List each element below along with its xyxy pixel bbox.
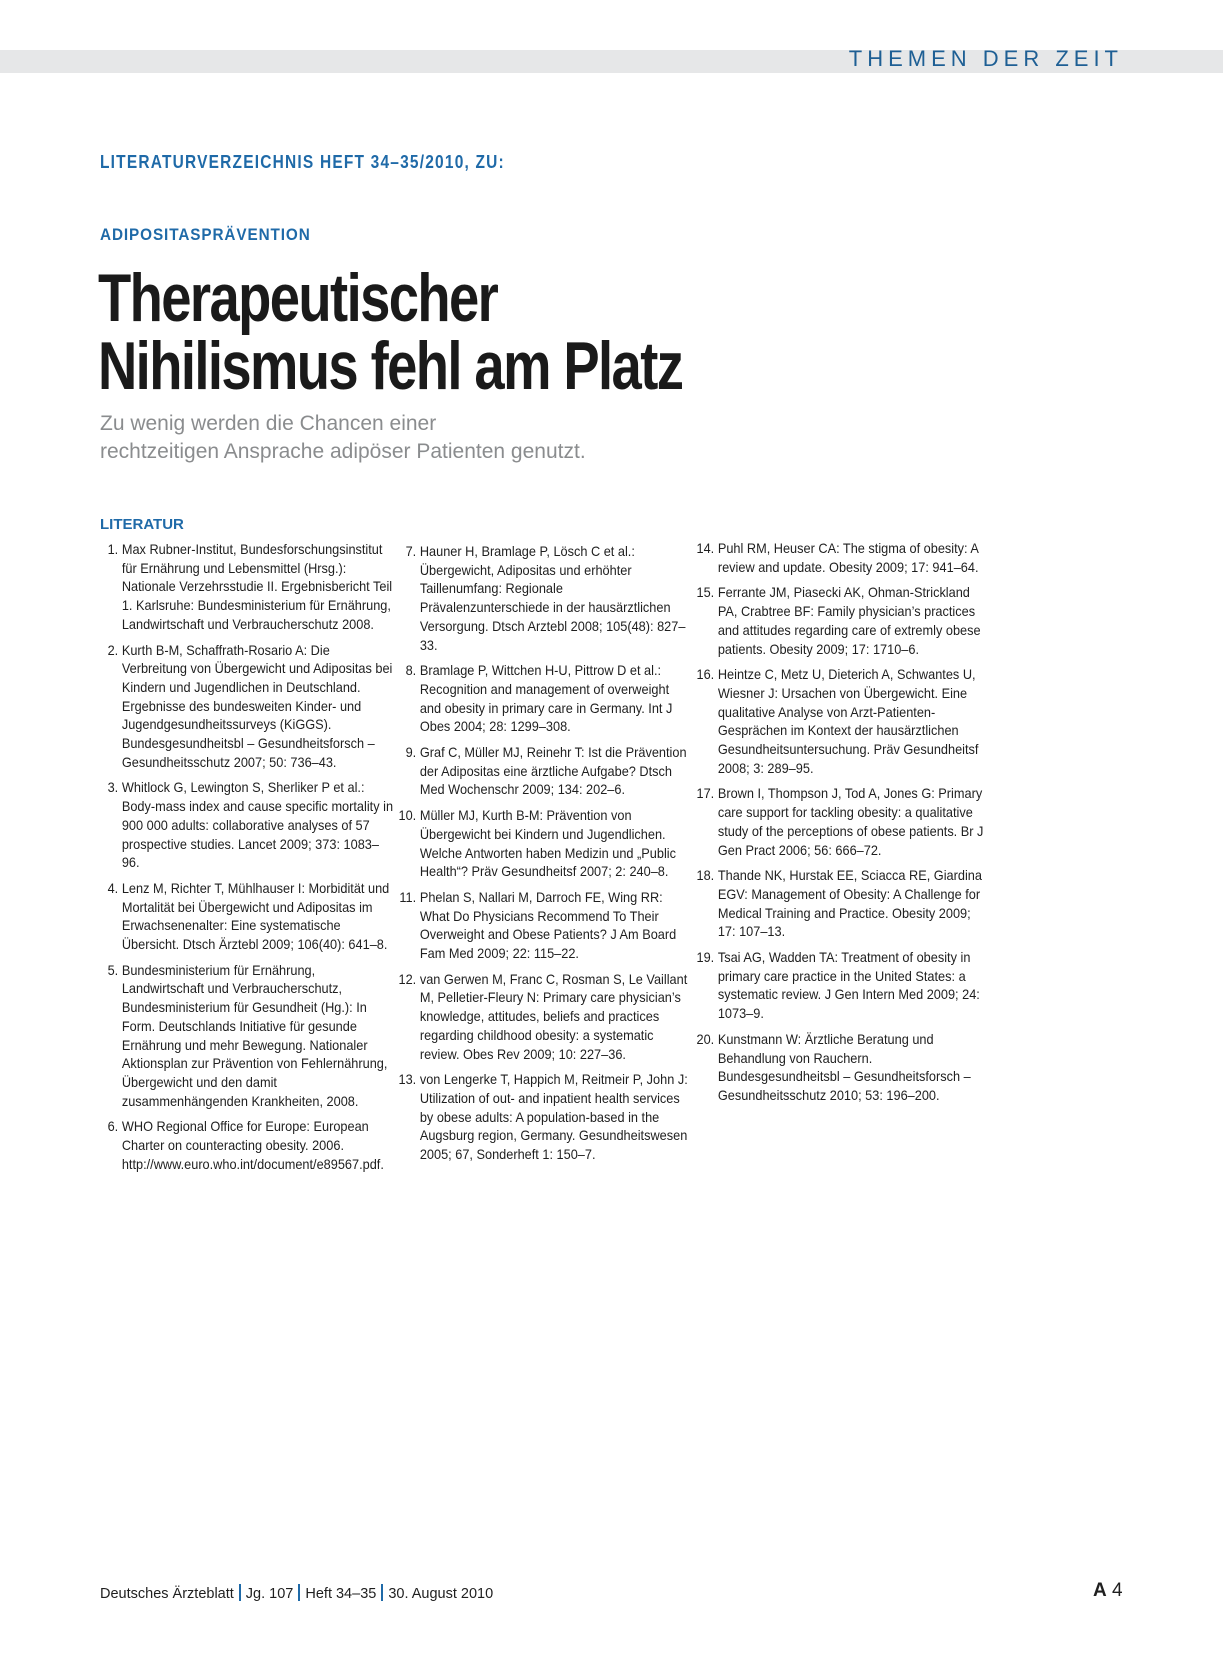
reference-number: 15. <box>696 584 715 601</box>
reference-item <box>696 866 991 941</box>
reference-number: 2. <box>107 641 119 658</box>
reference-text: Hauner H, Bramlage P, Lösch C et al.: Übergewicht, Adipositas und erhöhter Taillenumfang: Regionale Prävalenzunterschiede in der hausärztlichen Versorgung. Dtsch Arztebl 2008; 105(48): 827–33. <box>419 543 686 653</box>
reference-number: 19. <box>696 949 715 966</box>
reference-number: 14. <box>696 540 715 556</box>
reference-column-3 <box>696 539 986 1112</box>
reference-item <box>100 778 395 872</box>
reference-item <box>100 540 395 634</box>
literature-heading: LITERATUR <box>100 516 184 533</box>
page-prefix: A <box>1093 1580 1107 1601</box>
reference-number: 13. <box>398 1071 417 1088</box>
page-number <box>1093 1580 1123 1602</box>
reference-text: Müller MJ, Kurth B-M: Prävention von Übergewicht bei Kindern und Jugendlichen. Welche Antworten haben Medizin und „Public Health“? Präv Gesundheitsf 2007; 2: 240–8. <box>419 807 676 880</box>
reference-text: Bramlage P, Wittchen H-U, Pittrow D et al.: Recognition and management of overweight and obesity in primary care in Germany. Int J Obes 2004; 28: 1299–308. <box>419 662 673 735</box>
issue-kicker: LITERATURVERZEICHNIS HEFT 34–35/2010, ZU: <box>100 152 505 172</box>
reference-number: 20. <box>696 1030 715 1047</box>
reference-number: 18. <box>696 867 715 884</box>
reference-number: 16. <box>696 666 715 683</box>
section-label: THEMEN DER ZEIT <box>848 46 1123 71</box>
page-number-value: 4 <box>1112 1580 1123 1601</box>
reference-item <box>398 661 693 736</box>
reference-column-2 <box>398 542 688 1171</box>
footer-date: 30. August 2010 <box>388 1586 494 1602</box>
reference-number: 5. <box>107 961 119 978</box>
reference-text: Puhl RM, Heuser CA: The stigma of obesity: A review and update. Obesity 2009; 17: 941–64. <box>717 540 979 575</box>
subtitle-line: Zu wenig werden die Chancen einer <box>100 412 437 435</box>
footer-citation <box>100 1584 493 1602</box>
reference-item <box>100 879 395 954</box>
reference-text: Bundesministerium für Ernährung, Landwirtschaft und Verbraucherschutz, Bundesministerium für Gesundheit (Hg.): In Form. Deutschlands Initiative für gesunde Ernährung und mehr Bewegung. Nationaler Aktionsplan zur Prävention von Fehlernährung, Übergewicht und den damit zusammenhängenden Krankheiten, 2008. <box>121 961 388 1109</box>
reference-number: 8. <box>405 662 417 679</box>
title-line: Nihilismus fehl am Platz <box>98 328 683 404</box>
footer-separator <box>381 1584 383 1601</box>
reference-item <box>398 1070 693 1164</box>
reference-item <box>100 1117 395 1173</box>
reference-item <box>100 961 395 1111</box>
title-line: Therapeutischer <box>98 260 498 336</box>
reference-item <box>398 970 693 1064</box>
article-title <box>98 260 683 404</box>
reference-text: Brown I, Thompson J, Tod A, Jones G: Primary care support for tackling obesity: a qualitative study of the perceptions of obese patients. Br J Gen Pract 2006; 56: 666–72. <box>717 785 984 858</box>
reference-number: 17. <box>696 785 715 802</box>
reference-item <box>398 542 693 654</box>
footer-issue: Heft 34–35 <box>305 1586 377 1602</box>
reference-number: 6. <box>107 1118 119 1135</box>
topic-kicker: ADIPOSITASPRÄVENTION <box>100 225 311 244</box>
reference-text: Lenz M, Richter T, Mühlhauser I: Morbidität und Mortalität bei Übergewicht und Adipositas im Erwachsenenalter: Eine systematische Übersicht. Dtsch Ärztebl 2009; 106(40): 641–8. <box>121 879 390 953</box>
reference-text: Heintze C, Metz U, Dieterich A, Schwantes U, Wiesner J: Ursachen von Übergewicht. Eine qualitative Analyse von Arzt-Patienten-Gesprächen im Kontext der hausärztlichen Gesundheitsuntersuchung. Präv Gesundheitsf 2008; 3: 289–95. <box>717 666 979 776</box>
article-subtitle <box>100 410 586 466</box>
reference-text: Kunstmann W: Ärztliche Beratung und Behandlung von Rauchern. Bundesgesundheitsbl – Gesundheitsforsch – Gesundheitsschutz 2010; 53: 196–200. <box>717 1030 971 1103</box>
reference-item <box>398 743 693 799</box>
reference-text: Kurth B-M, Schaffrath-Rosario A: Die Verbreitung von Übergewicht und Adipositas bei Kindern und Jugendlichen in Deutschland. Ergebnisse des bundesweiten Kinder- und Jugendgesundheitssurveys (KiGGS). Bundesgesundheitsbl – Gesundheitsforsch – Gesundheitsschutz 2007; 50: 736–43. <box>121 641 393 770</box>
reference-item <box>696 784 991 859</box>
footer-journal: Deutsches Ärzteblatt <box>100 1586 234 1602</box>
reference-number: 12. <box>398 970 417 987</box>
reference-text: Whitlock G, Lewington S, Sherliker P et al.: Body-mass index and cause specific mortality in 900 000 adults: collaborative analyses of 57 prospective studies. Lancet 2009; 373: 1083–96. <box>121 779 394 871</box>
reference-item <box>696 1030 991 1105</box>
reference-text: Ferrante JM, Piasecki AK, Ohman-Strickland PA, Crabtree BF: Family physician’s practices and attitudes regarding care of extremly obese patients. Obesity 2009; 17: 1710–6. <box>717 584 981 657</box>
reference-number: 3. <box>107 779 119 796</box>
reference-number: 9. <box>405 744 417 761</box>
reference-item <box>696 539 991 576</box>
reference-text: Phelan S, Nallari M, Darroch FE, Wing RR: What Do Physicians Recommend To Their Overweight and Obese Patients? J Am Board Fam Med 2009; 22: 115–22. <box>419 888 677 962</box>
reference-text: von Lengerke T, Happich M, Reitmeir P, John J: Utilization of out- and inpatient health services by obese adults: A population-based in the Augsburg region, Germany. Gesundheitswesen 2005; 67, Sonderheft 1: 150–7. <box>419 1071 688 1163</box>
reference-item <box>100 641 395 772</box>
subtitle-line: rechtzeitigen Ansprache adipöser Patienten genutzt. <box>100 440 586 463</box>
reference-text: Max Rubner-Institut, Bundesforschungsinstitut für Ernährung und Lebensmittel (Hrsg.): Nationale Verzehrsstudie II. Ergebnisbericht Teil 1. Karlsruhe: Bundesministerium für Ernährung, Landwirtschaft und Verbraucherschutz 2008. <box>121 541 393 632</box>
footer-separator <box>298 1584 300 1601</box>
reference-text: Tsai AG, Wadden TA: Treatment of obesity in primary care practice in the United States: a systematic review. J Gen Intern Med 2009; 24: 1073–9. <box>717 949 980 1022</box>
reference-text: WHO Regional Office for Europe: European Charter on counteracting obesity. 2006. http://www.euro.who.int/document/e89567.pdf. <box>121 1118 384 1172</box>
reference-number: 10. <box>398 807 417 824</box>
reference-number: 4. <box>107 879 119 896</box>
reference-item <box>398 806 693 881</box>
footer-volume: Jg. 107 <box>245 1586 294 1602</box>
reference-text: Graf C, Müller MJ, Reinehr T: Ist die Prävention der Adipositas eine ärztliche Aufgabe? Dtsch Med Wochenschr 2009; 134: 202–6. <box>419 744 687 798</box>
reference-item <box>398 888 693 963</box>
reference-item <box>696 665 991 777</box>
reference-number: 1. <box>107 541 119 557</box>
reference-text: van Gerwen M, Franc C, Rosman S, Le Vaillant M, Pelletier-Fleury N: Primary care physician’s knowledge, attitudes, beliefs and practices regarding childhood obesity: a systematic review. Obes Rev 2009; 10: 227–36. <box>419 970 688 1062</box>
reference-item <box>696 583 991 658</box>
reference-column-1 <box>100 540 394 1181</box>
reference-number: 11. <box>399 888 417 905</box>
reference-text: Thande NK, Hurstak EE, Sciacca RE, Giardina EGV: Management of Obesity: A Challenge for Medical Training and Practice. Obesity 2009; 17: 107–13. <box>717 867 982 940</box>
reference-number: 7. <box>405 543 417 559</box>
footer-separator <box>239 1584 241 1601</box>
reference-item <box>696 948 991 1023</box>
